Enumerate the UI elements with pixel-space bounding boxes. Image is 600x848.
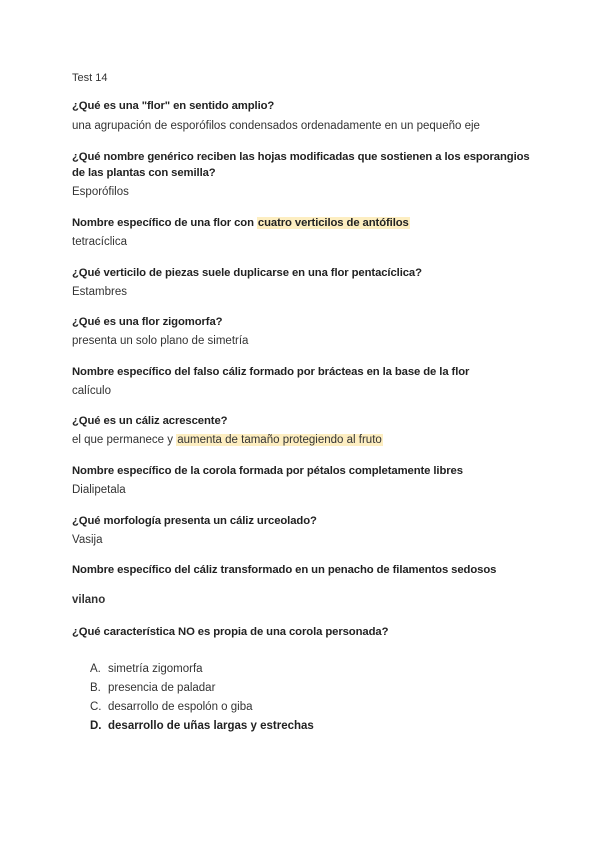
question-9: ¿Qué morfología presenta un cáliz urceolado?: [72, 515, 317, 527]
option-c: C. desarrollo de espolón o giba: [90, 701, 253, 713]
answer-9: Vasija: [72, 534, 103, 546]
answer-8: Dialipetala: [72, 484, 126, 496]
answer-options: [90, 660, 314, 736]
question-3: [72, 215, 410, 231]
answer-7-text: el que permanece y: [72, 434, 177, 446]
answer-7-highlight: aumenta de tamaño protegiendo al fruto: [177, 434, 382, 446]
question-8: Nombre específico de la corola formada por pétalos completamente libres: [72, 465, 463, 477]
question-10: Nombre específico del cáliz transformado en un penacho de filamentos sedosos: [72, 564, 497, 576]
answer-3: tetracíclica: [72, 236, 127, 248]
question-11: ¿Qué característica NO es propia de una corola personada?: [72, 626, 389, 638]
question-1: ¿Qué es una "flor" en sentido amplio?: [72, 100, 275, 112]
answer-4: Estambres: [72, 286, 127, 298]
question-3-highlight: cuatro verticilos de antófilos: [257, 217, 409, 229]
question-3-text: Nombre específico de una flor con: [72, 217, 257, 229]
answer-5: presenta un solo plano de simetría: [72, 335, 249, 347]
answer-6: calículo: [72, 385, 111, 397]
test-title: Test 14: [72, 72, 108, 84]
option-b: B. presencia de paladar: [90, 682, 216, 694]
option-d: D. desarrollo de uñas largas y estrechas: [90, 720, 314, 732]
answer-7: [72, 432, 383, 448]
question-6: Nombre específico del falso cáliz formado por brácteas en la base de la flor: [72, 366, 470, 378]
question-2: ¿Qué nombre genérico reciben las hojas modificadas que sostienen a los esporangios de las plantas con semilla?: [72, 151, 530, 179]
answer-2: Esporófilos: [72, 186, 129, 198]
answer-10: vilano: [72, 594, 106, 606]
question-5: ¿Qué es una flor zigomorfa?: [72, 316, 223, 328]
option-a: A. simetría zigomorfa: [90, 663, 203, 675]
question-4: ¿Qué verticilo de piezas suele duplicarse en una flor pentacíclica?: [72, 267, 422, 279]
question-7: ¿Qué es un cáliz acrescente?: [72, 415, 228, 427]
answer-1: una agrupación de esporófilos condensados ordenadamente en un pequeño eje: [72, 120, 480, 132]
